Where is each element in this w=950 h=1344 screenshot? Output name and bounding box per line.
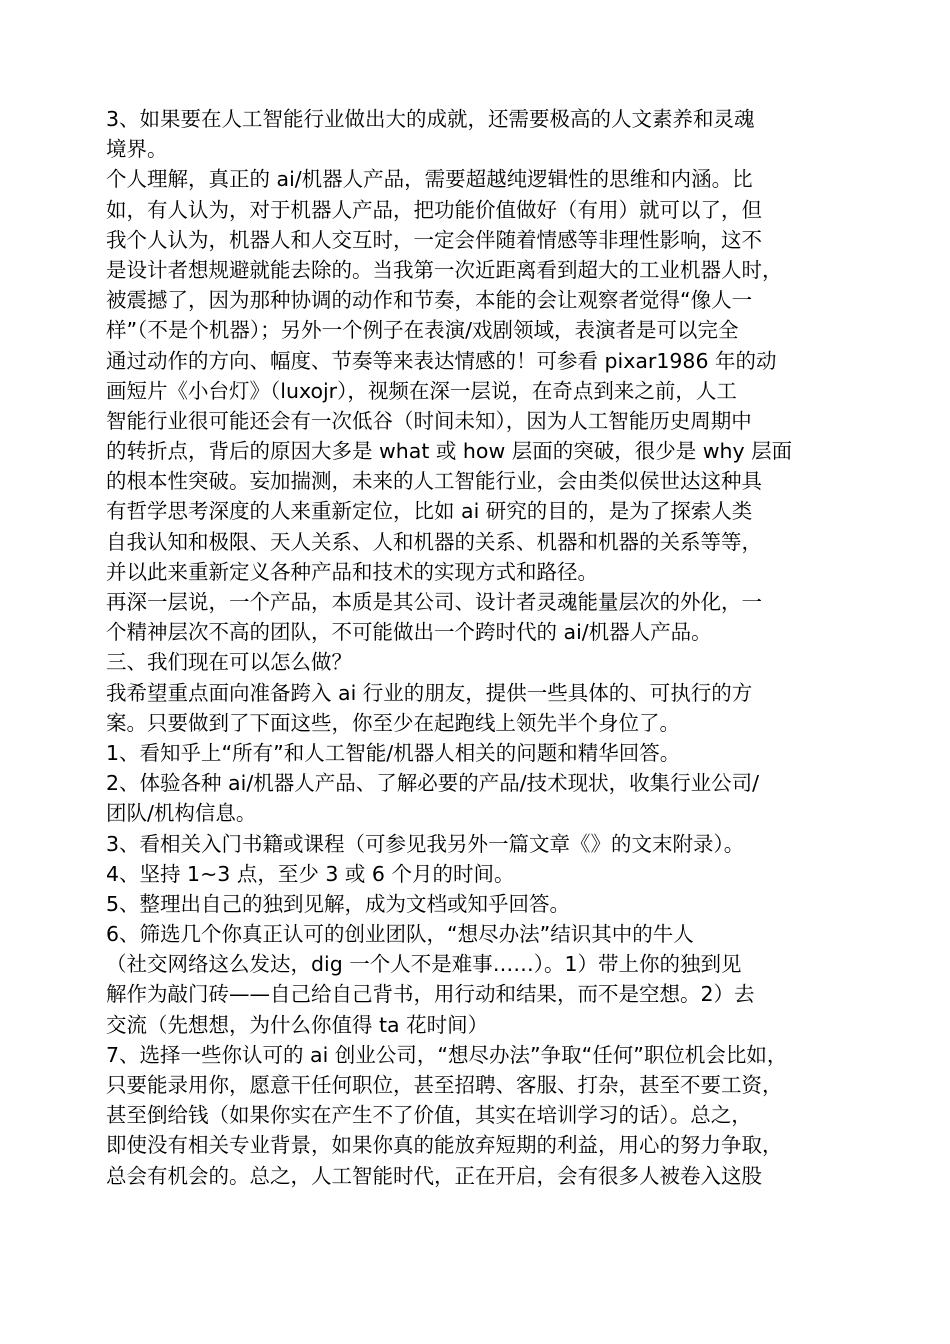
text-line: 案。只要做到了下面这些，你至少在起跑线上领先半个身位了。 [106, 710, 680, 735]
text-line: 甚至倒给钱（如果你实在产生不了价值，其实在培训学习的话）。总之， [106, 1103, 752, 1128]
text-line: 团队/机构信息。 [106, 801, 257, 826]
list-item: 1、看知乎上“所有”和人工智能/机器人相关的问题和精华回答。 [106, 740, 681, 765]
list-item: 6、筛选几个你真正认可的创业团队，“想尽办法”结识其中的牛人 [106, 922, 694, 947]
text-line: 智能行业很可能还会有一次低谷（时间未知），因为人工智能历史周期中 [106, 408, 752, 433]
list-item: 5、整理出自己的独到见解，成为文档或知乎回答。 [106, 891, 571, 916]
text-line: 有哲学思考深度的人来重新定位，比如 ai 研究的目的，是为了探索人类 [106, 499, 753, 524]
text-line: 自我认知和极限、天人关系、人和机器的关系、机器和机器的关系等等， [106, 529, 762, 554]
text-line: 样”（不是个机器）；另外一个例子在表演/戏剧领域，表演者是可以完全 [106, 318, 739, 343]
text-line: 我希望重点面向准备跨入 ai 行业的朋友，提供一些具体的、可执行的方 [106, 680, 753, 705]
list-item: 3、看相关入门书籍或课程（可参见我另外一篇文章《》的文末附录）。 [106, 831, 745, 856]
text-line: 我个人认为，机器人和人交互时，一定会伴随着情感等非理性影响，这不 [106, 227, 762, 252]
text-line: 交流（先想想，为什么你值得 ta 花时间） [106, 1012, 489, 1037]
text-line: 画短片《小台灯》（luxojr），视频在深一层说，在奇点到来之前，人工 [106, 378, 737, 403]
document-body [106, 104, 866, 1191]
text-line: 总会有机会的。总之，人工智能时代，正在开启，会有很多人被卷入这股 [106, 1163, 762, 1188]
text-line: 即使没有相关专业背景，如果你真的能放弃短期的利益，用心的努力争取， [106, 1133, 783, 1158]
text-line: 境界。 [106, 137, 168, 162]
text-line: 个精神层次不高的团队，不可能做出一个跨时代的 ai/机器人产品。 [106, 620, 712, 645]
text-line: 解作为敲门砖——自己给自己背书，用行动和结果，而不是空想。2）去 [106, 982, 755, 1007]
text-line: （社交网络这么发达，dig 一个人不是难事……）。1）带上你的独到见 [106, 952, 742, 977]
text-line: 的根本性突破。妄加揣测，未来的人工智能行业，会由类似侯世达这种具 [106, 469, 762, 494]
list-item: 4、坚持 1~3 点，至少 3 或 6 个月的时间。 [106, 861, 515, 886]
text-line: 并以此来重新定义各种产品和技术的实现方式和路径。 [106, 559, 598, 584]
text-line: 如，有人认为，对于机器人产品，把功能价值做好（有用）就可以了，但 [106, 197, 762, 222]
section-heading: 三、我们现在可以怎么做？ [106, 650, 352, 675]
text-line: 的转折点，背后的原因大多是 what 或 how 层面的突破，很少是 why 层面 [106, 439, 793, 464]
text-line: 是设计者想规避就能去除的。当我第一次近距离看到超大的工业机器人时， [106, 257, 783, 282]
text-line: 3、如果要在人工智能行业做出大的成就，还需要极高的人文素养和灵魂 [106, 107, 755, 131]
text-line: 被震撼了，因为那种协调的动作和节奏，本能的会让观察者觉得“像人一 [106, 288, 753, 313]
text-line: 通过动作的方向、幅度、节奏等来表达情感的！可参看 pixar1986 年的动 [106, 348, 777, 373]
text-line: 只要能录用你，愿意干任何职位，甚至招聘、客服、打杂，甚至不要工资， [106, 1073, 783, 1097]
text-line: 再深一层说，一个产品，本质是其公司、设计者灵魂能量层次的外化，一 [106, 590, 762, 614]
text-line: 个人理解，真正的 ai/机器人产品，需要超越纯逻辑性的思维和内涵。比 [106, 167, 753, 192]
list-item: 7、选择一些你认可的 ai 创业公司，“想尽办法”争取“任何”职位机会比如， [106, 1042, 788, 1067]
list-item: 2、体验各种 ai/机器人产品、了解必要的产品/技术现状，收集行业公司/ [106, 771, 760, 796]
